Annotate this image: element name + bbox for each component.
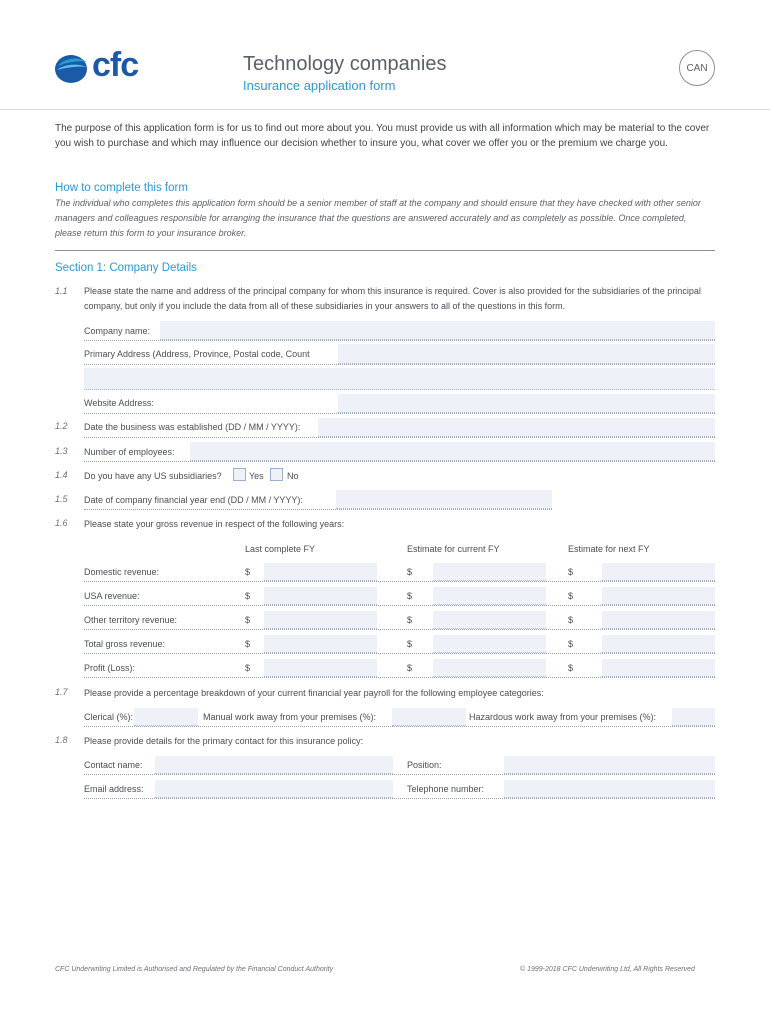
company-name-field[interactable]: [160, 321, 715, 340]
currency-symbol: $: [568, 663, 574, 673]
contact-underline: [84, 774, 715, 775]
email-field[interactable]: [155, 780, 393, 798]
row-underline: [84, 653, 715, 654]
footer-copyright: © 1999-2018 CFC Underwriting Ltd, All Rights Reserved: [520, 966, 695, 973]
usa-revenue-current-fy-field[interactable]: [433, 587, 546, 605]
manual-work-label: Manual work away from your premises (%):: [203, 712, 377, 722]
region-badge: CAN: [679, 50, 715, 86]
primary-address-field-line-2[interactable]: [84, 368, 715, 390]
question-number-1-3: 1.3: [55, 446, 68, 456]
financial-year-end-label: Date of company financial year end (DD / MM / YYYY):: [84, 495, 303, 505]
cfc-logo: [54, 46, 150, 86]
currency-symbol: $: [568, 567, 574, 577]
website-address-underline: [84, 413, 715, 414]
financial-year-end-underline: [84, 509, 552, 510]
footer-regulation-notice: CFC Underwriting Limited is Authorised and Regulated by the Financial Conduct Authority: [55, 966, 334, 973]
currency-symbol: $: [245, 567, 251, 577]
intro-paragraph: The purpose of this application form is for us to find out more about you. You must provide us with all information which may be material to the cover you wish to purchase and which may influence our decision whether to insure you, what cover we offer you or the premium we charge you.: [55, 123, 710, 149]
row-underline: [84, 605, 715, 606]
profit-next-fy-field[interactable]: [602, 659, 715, 677]
financial-year-end-field[interactable]: [336, 490, 552, 509]
usa-revenue-last-fy-field[interactable]: [264, 587, 377, 605]
other-revenue-last-fy-field[interactable]: [264, 611, 377, 629]
position-label: Position:: [407, 760, 442, 770]
payroll-underline: [84, 726, 715, 727]
row-underline: [84, 677, 715, 678]
position-field[interactable]: [504, 756, 715, 774]
domestic-revenue-last-fy-field[interactable]: [264, 563, 377, 581]
employees-label: Number of employees:: [84, 447, 175, 457]
row-label-total-gross: Total gross revenue:: [84, 639, 166, 649]
column-next-fy: Estimate for next FY: [568, 544, 650, 554]
row-label-domestic: Domestic revenue:: [84, 567, 160, 577]
us-subsidiaries-yes-checkbox[interactable]: [233, 468, 246, 481]
currency-symbol: $: [407, 663, 413, 673]
currency-symbol: $: [568, 615, 574, 625]
hazardous-work-field[interactable]: [672, 708, 715, 726]
currency-symbol: $: [568, 591, 574, 601]
established-date-underline: [84, 437, 715, 438]
domestic-revenue-next-fy-field[interactable]: [602, 563, 715, 581]
other-revenue-current-fy-field[interactable]: [433, 611, 546, 629]
company-name-label: Company name:: [84, 326, 151, 336]
profit-current-fy-field[interactable]: [433, 659, 546, 677]
company-name-underline: [84, 340, 715, 341]
website-address-label: Website Address:: [84, 398, 154, 408]
question-number-1-8: 1.8: [55, 735, 68, 745]
total-revenue-next-fy-field[interactable]: [602, 635, 715, 653]
payroll-breakdown-text: Please provide a percentage breakdown of your current financial year payroll for the following employee categories:: [84, 688, 544, 698]
telephone-field[interactable]: [504, 780, 715, 798]
email-underline: [84, 798, 715, 799]
established-date-label: Date the business was established (DD / MM / YYYY):: [84, 422, 301, 432]
manual-work-field[interactable]: [392, 708, 466, 726]
row-label-other-territory: Other territory revenue:: [84, 615, 178, 625]
question-number-1-1: 1.1: [55, 286, 68, 296]
employees-field[interactable]: [190, 442, 715, 461]
domestic-revenue-current-fy-field[interactable]: [433, 563, 546, 581]
page-subtitle: Insurance application form: [243, 78, 396, 93]
gross-revenue-text: Please state your gross revenue in respect of the following years:: [84, 519, 345, 529]
email-label: Email address:: [84, 784, 144, 794]
question-number-1-6: 1.6: [55, 518, 68, 528]
column-current-fy: Estimate for current FY: [407, 544, 500, 554]
question-number-1-7: 1.7: [55, 687, 68, 697]
question-number-1-4: 1.4: [55, 470, 68, 480]
currency-symbol: $: [407, 639, 413, 649]
question-number-1-2: 1.2: [55, 421, 68, 431]
how-to-text: The individual who completes this application form should be a senior member of staff at the company and should ensure that they have checked with other senior managers and colleagues responsible for arranging the insurance that the questions are answered accurately and as completely as possible. Once completed, please return this form to your insurance broker.: [55, 198, 701, 238]
profit-last-fy-field[interactable]: [264, 659, 377, 677]
row-underline: [84, 629, 715, 630]
row-underline: [84, 581, 715, 582]
other-revenue-next-fy-field[interactable]: [602, 611, 715, 629]
logo-wordmark: cfc: [92, 46, 139, 84]
usa-revenue-next-fy-field[interactable]: [602, 587, 715, 605]
currency-symbol: $: [568, 639, 574, 649]
currency-symbol: $: [245, 663, 251, 673]
us-subsidiaries-no-label: No: [287, 471, 299, 481]
established-date-field[interactable]: [318, 418, 715, 437]
us-subsidiaries-no-checkbox[interactable]: [270, 468, 283, 481]
primary-address-label: Primary Address (Address, Province, Postal code, Count: [84, 349, 310, 359]
header-divider: [0, 109, 770, 110]
contact-name-field[interactable]: [155, 756, 393, 774]
currency-symbol: $: [407, 567, 413, 577]
us-subsidiaries-label: Do you have any US subsidiaries?: [84, 471, 222, 481]
total-revenue-last-fy-field[interactable]: [264, 635, 377, 653]
clerical-field[interactable]: [134, 708, 198, 726]
cfc-logo-mark-icon: [54, 50, 90, 86]
how-to-heading: How to complete this form: [55, 182, 188, 194]
contact-name-label: Contact name:: [84, 760, 143, 770]
website-address-field[interactable]: [338, 394, 715, 413]
clerical-label: Clerical (%):: [84, 712, 134, 722]
question-number-1-5: 1.5: [55, 494, 68, 504]
section-divider: [55, 250, 715, 251]
primary-address-field[interactable]: [338, 344, 715, 364]
currency-symbol: $: [407, 615, 413, 625]
row-label-usa: USA revenue:: [84, 591, 140, 601]
primary-contact-text: Please provide details for the primary contact for this insurance policy:: [84, 736, 364, 746]
column-last-complete-fy: Last complete FY: [245, 544, 316, 554]
row-label-profit-loss: Profit (Loss):: [84, 663, 136, 673]
currency-symbol: $: [245, 591, 251, 601]
us-subsidiaries-yes-label: Yes: [249, 471, 264, 481]
total-revenue-current-fy-field[interactable]: [433, 635, 546, 653]
question-1-1-text: Please state the name and address of the principal company for whom this insurance is required. Cover is also provided for the subsidiaries of the principal company, but only if you include the data from all of these subsidiaries in your answers to all of the questions in this form.: [84, 286, 701, 311]
employees-underline: [84, 461, 715, 462]
telephone-label: Telephone number:: [407, 784, 485, 794]
currency-symbol: $: [245, 639, 251, 649]
primary-address-underline: [84, 364, 715, 365]
currency-symbol: $: [245, 615, 251, 625]
section-1-heading: Section 1: Company Details: [55, 262, 197, 274]
currency-symbol: $: [407, 591, 413, 601]
hazardous-work-label: Hazardous work away from your premises (%):: [469, 712, 657, 722]
page-title: Technology companies: [243, 53, 447, 75]
